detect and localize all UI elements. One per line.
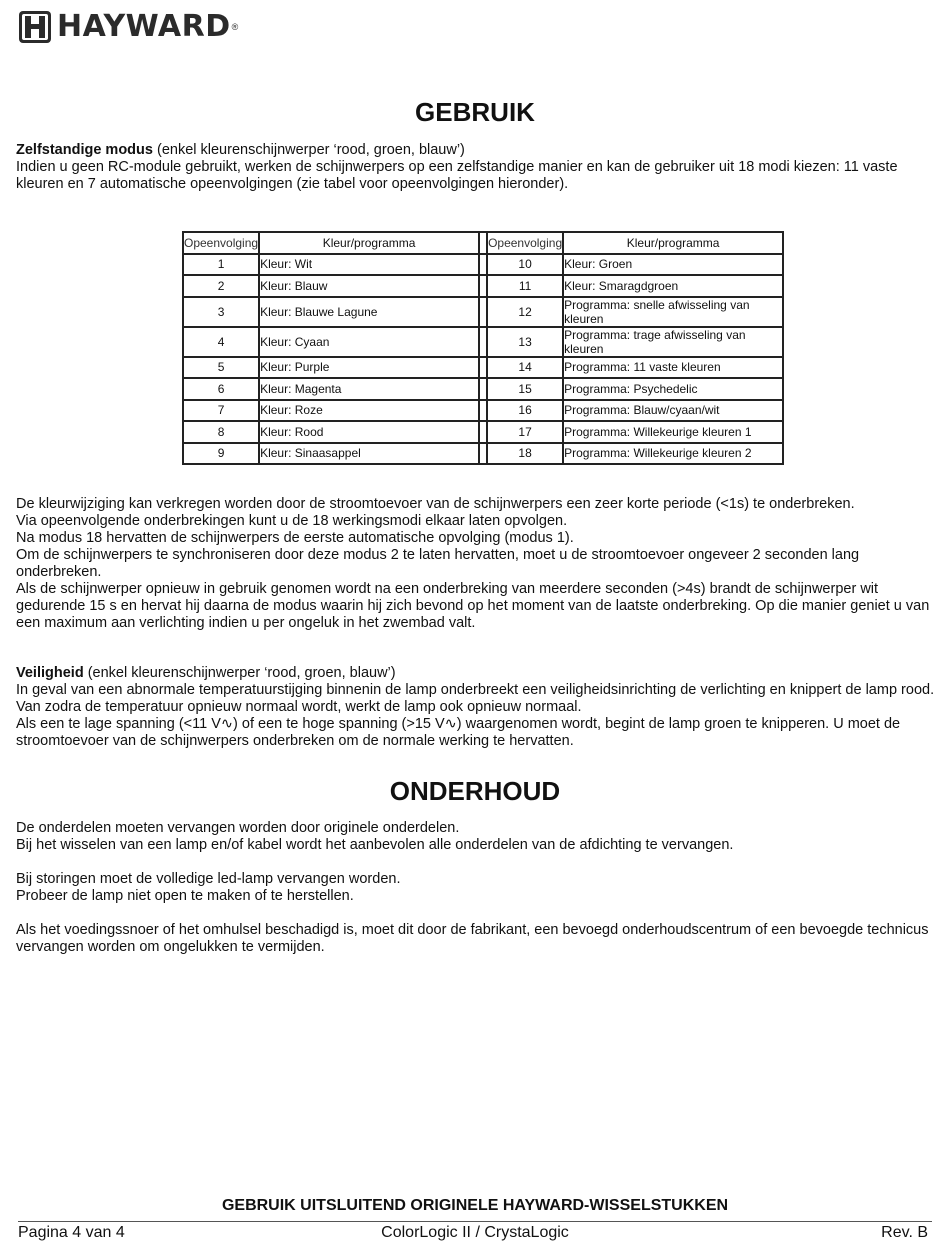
mode-label: Programma: Willekeurige kleuren 1 bbox=[563, 421, 783, 443]
table-row bbox=[183, 327, 783, 357]
table-row bbox=[183, 254, 783, 276]
modes-table bbox=[182, 231, 784, 465]
table-gap bbox=[479, 378, 487, 400]
table-gap bbox=[479, 275, 487, 297]
maintenance-block bbox=[16, 820, 938, 956]
footer-page: Pagina 4 van 4 bbox=[18, 1224, 125, 1241]
safety-block bbox=[16, 665, 938, 750]
maintenance-p5: Als het voedingssnoer of het omhulsel beschadigd is, moet dit door de fabrikant, een bevoegd onderhoudscentrum of een bevoegde technicus vervangen worden om ongelukken te vermijden. bbox=[16, 922, 929, 955]
mode-number: 15 bbox=[487, 378, 563, 400]
header-label-left: Kleur/programma bbox=[259, 232, 479, 254]
mode-number: 7 bbox=[183, 400, 259, 422]
mode-label: Kleur: Magenta bbox=[259, 378, 479, 400]
header-num-left: Opeenvolging bbox=[183, 232, 259, 254]
usage-p5: Als de schijnwerper opnieuw in gebruik genomen wordt na een onderbreking van meerdere seconden (>4s) brandt de schijnwerper wit gedurende 15 s en hervat hij daarna de modus waarin hij zich bevond op het moment van de laatste onderbreking. Op die manier geniet u van een maximum aan verlichting indien u per ongeluk in het zwembad valt. bbox=[16, 581, 930, 631]
mode-number: 8 bbox=[183, 421, 259, 443]
spare-parts-notice: GEBRUIK UITSLUITEND ORIGINELE HAYWARD-WISSELSTUKKEN bbox=[221, 1197, 729, 1214]
mode-number: 3 bbox=[183, 297, 259, 327]
intro-heading-rest: (enkel kleurenschijnwerper ‘rood, groen, blauw’) bbox=[152, 142, 465, 158]
table-gap bbox=[479, 357, 487, 379]
table-row bbox=[183, 275, 783, 297]
table-gap bbox=[479, 232, 487, 254]
header-label-right: Kleur/programma bbox=[563, 232, 783, 254]
header-num-right: Opeenvolging bbox=[487, 232, 563, 254]
mode-number: 13 bbox=[487, 327, 563, 357]
mode-label: Kleur: Wit bbox=[259, 254, 479, 276]
mode-label: Kleur: Cyaan bbox=[259, 327, 479, 357]
table-row bbox=[183, 443, 783, 465]
mode-number: 14 bbox=[487, 357, 563, 379]
mode-label: Kleur: Rood bbox=[259, 421, 479, 443]
mode-label: Kleur: Blauw bbox=[259, 275, 479, 297]
mode-number: 9 bbox=[183, 443, 259, 465]
intro-heading-bold: Zelfstandige modus bbox=[16, 142, 153, 158]
table-row bbox=[183, 357, 783, 379]
mode-label: Kleur: Purple bbox=[259, 357, 479, 379]
mode-number: 1 bbox=[183, 254, 259, 276]
mode-number: 12 bbox=[487, 297, 563, 327]
mode-number: 2 bbox=[183, 275, 259, 297]
mode-number: 5 bbox=[183, 357, 259, 379]
mode-number: 18 bbox=[487, 443, 563, 465]
footer-product: ColorLogic II / CrystaLogic bbox=[381, 1224, 569, 1241]
mode-label: Programma: Willekeurige kleuren 2 bbox=[563, 443, 783, 465]
safety-p2: Als een te lage spanning (<11 V∿) of een te hoge spanning (>15 V∿) waargenomen wordt, begint de lamp groen te knipperen. U moet de stroomtoevoer van de schijnwerpers onderbreken om de normale werking te hervatten. bbox=[16, 716, 901, 749]
table-gap bbox=[479, 254, 487, 276]
table-row bbox=[183, 378, 783, 400]
table-row bbox=[183, 297, 783, 327]
usage-block bbox=[16, 496, 938, 632]
brand-name: HAYWARD bbox=[57, 9, 231, 44]
intro-heading bbox=[16, 142, 938, 159]
mode-number: 10 bbox=[487, 254, 563, 276]
mode-label: Kleur: Roze bbox=[259, 400, 479, 422]
mode-label: Kleur: Blauwe Lagune bbox=[259, 297, 479, 327]
table-row bbox=[183, 421, 783, 443]
table-gap bbox=[479, 421, 487, 443]
usage-p3: Na modus 18 hervatten de schijnwerpers de eerste automatische opvolging (modus 1). bbox=[16, 530, 574, 546]
usage-p1: De kleurwijziging kan verkregen worden door de stroomtoevoer van de schijnwerpers een zeer korte periode (<1s) te onderbreken. bbox=[16, 496, 855, 512]
mode-label: Programma: Blauw/cyaan/wit bbox=[563, 400, 783, 422]
intro-block bbox=[16, 142, 938, 193]
maintenance-p1: De onderdelen moeten vervangen worden door originele onderdelen. bbox=[16, 820, 460, 836]
mode-number: 16 bbox=[487, 400, 563, 422]
intro-text: Indien u geen RC-module gebruikt, werken de schijnwerpers op een zelfstandige manier en kan de gebruiker uit 18 modi kiezen: 11 vaste kleuren en 7 automatische opeenvolgingen (zie tabel voor opeenvolgingen hieronder). bbox=[16, 159, 898, 192]
mode-label: Programma: Psychedelic bbox=[563, 378, 783, 400]
mode-number: 17 bbox=[487, 421, 563, 443]
safety-heading-bold: Veiligheid bbox=[16, 665, 84, 681]
section-title-gebruik: GEBRUIK bbox=[415, 97, 535, 127]
mode-label: Kleur: Groen bbox=[563, 254, 783, 276]
footer-rev: Rev. B bbox=[881, 1224, 928, 1241]
mode-label: Kleur: Sinaasappel bbox=[259, 443, 479, 465]
maintenance-p3: Bij storingen moet de volledige led-lamp vervangen worden. bbox=[16, 871, 401, 887]
hayward-logo bbox=[18, 10, 238, 44]
footer-divider bbox=[18, 1221, 932, 1222]
mode-number: 11 bbox=[487, 275, 563, 297]
mode-label: Kleur: Smaragdgroen bbox=[563, 275, 783, 297]
maintenance-p4: Probeer de lamp niet open te maken of te herstellen. bbox=[16, 888, 354, 904]
section-title-onderhoud: ONDERHOUD bbox=[389, 776, 561, 806]
table-gap bbox=[479, 443, 487, 465]
table-gap bbox=[479, 297, 487, 327]
table-header-row bbox=[183, 232, 783, 254]
registered-mark: ® bbox=[231, 22, 239, 32]
mode-number: 6 bbox=[183, 378, 259, 400]
safety-heading-rest: (enkel kleurenschijnwerper ‘rood, groen, blauw’) bbox=[83, 665, 396, 681]
maintenance-p2: Bij het wisselen van een lamp en/of kabel wordt het aanbevolen alle onderdelen van de afdichting te vervangen. bbox=[16, 837, 734, 853]
mode-label: Programma: snelle afwisseling van kleuren bbox=[563, 297, 783, 327]
table-gap bbox=[479, 327, 487, 357]
usage-p4: Om de schijnwerpers te synchroniseren door deze modus 2 te laten hervatten, moet u de stroomtoevoer ongeveer 2 seconden lang onderbreken. bbox=[16, 547, 860, 580]
safety-heading bbox=[16, 665, 938, 682]
mode-label: Programma: 11 vaste kleuren bbox=[563, 357, 783, 379]
hayward-h-icon bbox=[18, 10, 52, 44]
mode-label: Programma: trage afwisseling van kleuren bbox=[563, 327, 783, 357]
table-gap bbox=[479, 400, 487, 422]
safety-p1: In geval van een abnormale temperatuurstijging binnenin de lamp onderbreekt een veiligheidsinrichting de verlichting en knippert de lamp rood. Van zodra de temperatuur opnieuw normaal wordt, werkt de lamp ook opnieuw normaal. bbox=[16, 682, 935, 715]
mode-number: 4 bbox=[183, 327, 259, 357]
usage-p2: Via opeenvolgende onderbrekingen kunt u de 18 werkingsmodi elkaar laten opvolgen. bbox=[16, 513, 568, 529]
table-row bbox=[183, 400, 783, 422]
